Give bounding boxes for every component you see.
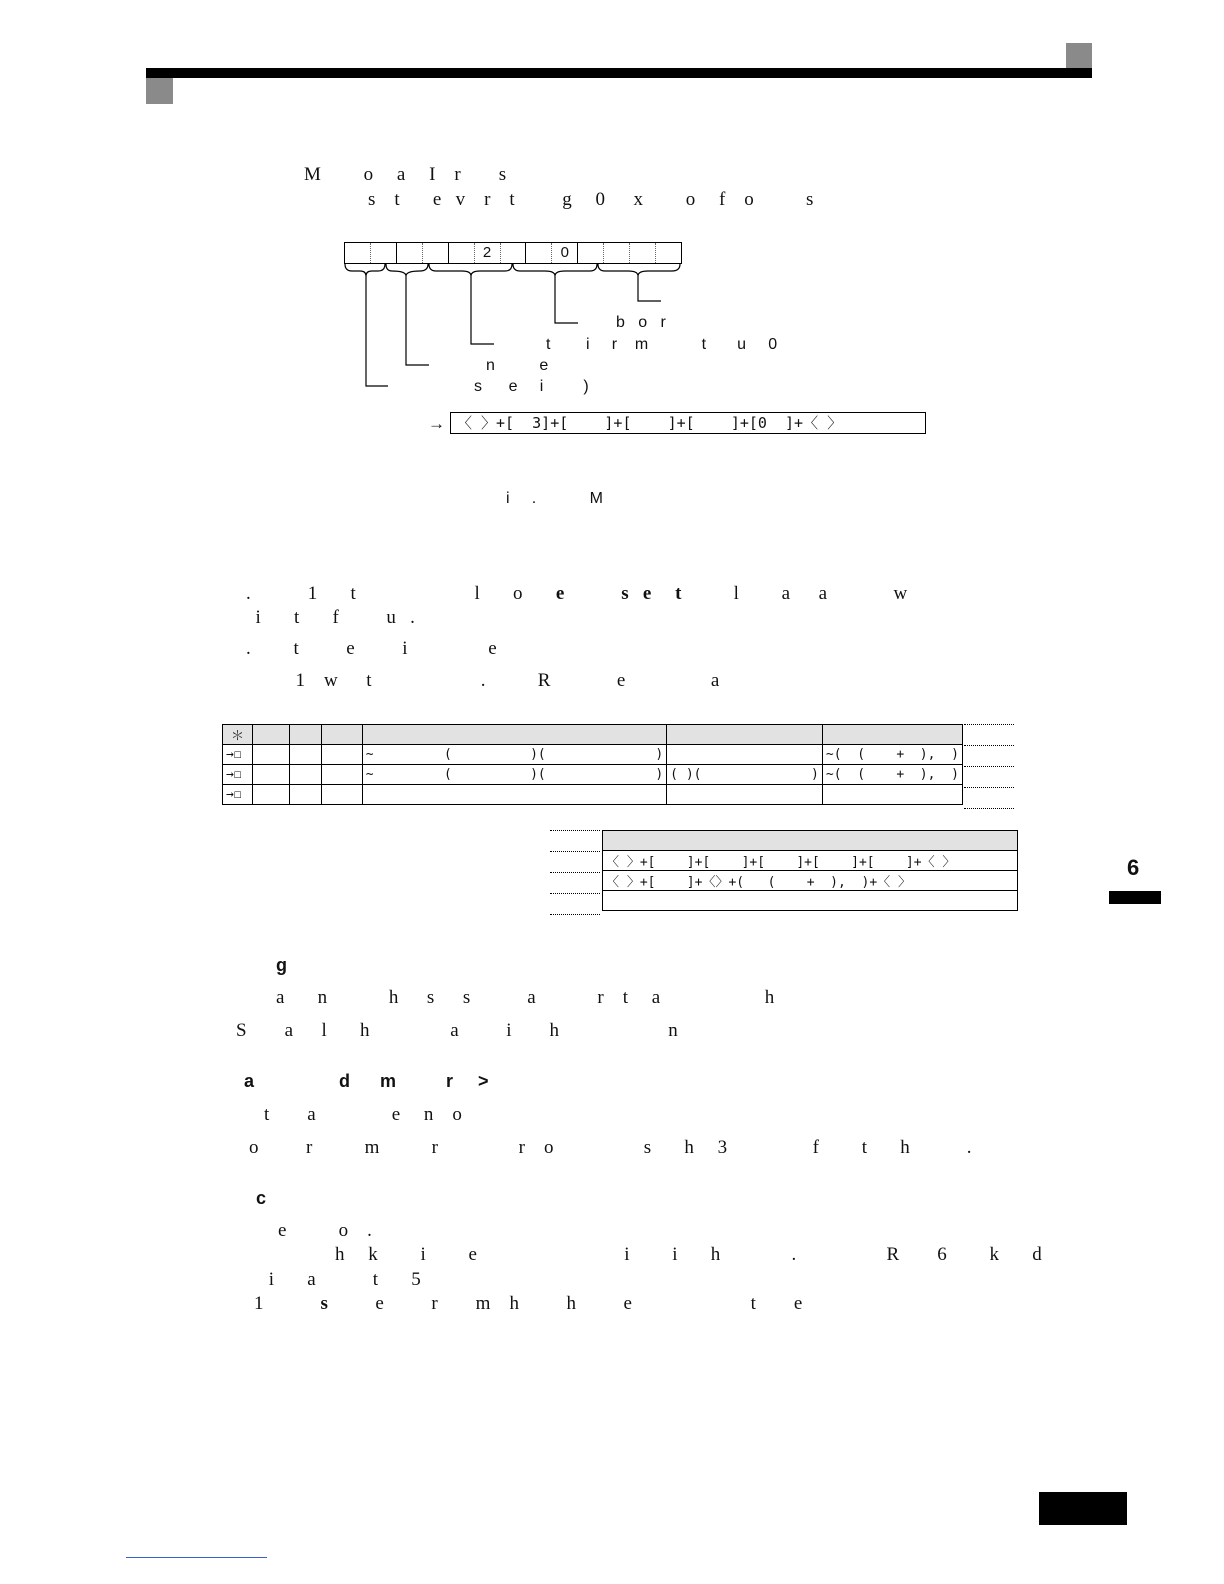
table-header-row bbox=[223, 725, 963, 745]
section-a-line-2: o r m r r o s h 3 f t h . bbox=[249, 1137, 972, 1158]
section-c-line-3: i a t 5 bbox=[264, 1269, 421, 1290]
dotted-extension bbox=[964, 787, 1014, 788]
chapter-tab-bar bbox=[1109, 891, 1161, 904]
table-header-cell bbox=[362, 725, 666, 745]
section-c-line-1: e o . bbox=[278, 1220, 372, 1241]
table-cell bbox=[322, 765, 363, 785]
paragraph-line-1: . 1 t l o e s e t l a a w bbox=[246, 583, 908, 604]
intro-line-1: M o a I r s bbox=[304, 164, 507, 185]
table-cell bbox=[603, 891, 1018, 911]
paragraph-line-3: . t e i e bbox=[246, 638, 497, 659]
table-header-cell bbox=[253, 725, 290, 745]
section-heading-c: c bbox=[256, 1188, 267, 1208]
table-cell bbox=[667, 785, 823, 805]
section-heading-g: g bbox=[276, 955, 287, 975]
section-heading-a: a d m r > bbox=[244, 1071, 489, 1091]
dotted-extension bbox=[550, 830, 600, 831]
table-header-cell: ＊ bbox=[223, 725, 253, 745]
dotted-extension bbox=[964, 745, 1014, 746]
register-cell bbox=[397, 243, 423, 263]
dotted-extension bbox=[550, 893, 600, 894]
parameter-table bbox=[222, 724, 963, 805]
section-a-line-1: t a e n o bbox=[264, 1104, 462, 1125]
register-label-1: t i r m t u 0 bbox=[546, 336, 778, 353]
register-cell bbox=[656, 243, 681, 263]
table-cell: 〈 〉+[ ]+〈〉+( ( + ), )+〈 〉 bbox=[603, 871, 1018, 891]
table-row bbox=[603, 871, 1018, 891]
table-row bbox=[223, 745, 963, 765]
header-rule bbox=[146, 68, 1092, 78]
dotted-extension bbox=[964, 766, 1014, 767]
table-cell bbox=[289, 765, 322, 785]
table-cell bbox=[253, 785, 290, 805]
table-header-cell bbox=[603, 831, 1018, 851]
table-header-cell bbox=[822, 725, 962, 745]
table-cell: →☐ bbox=[223, 745, 253, 765]
paragraph-line-4: 1 w t . R e a bbox=[286, 670, 720, 691]
table-header-cell bbox=[322, 725, 363, 745]
table-cell: →☐ bbox=[223, 785, 253, 805]
table-row bbox=[223, 785, 963, 805]
chapter-number: 6 bbox=[1127, 855, 1140, 880]
table-cell bbox=[253, 745, 290, 765]
table-cell: 〈 〉+[ ]+[ ]+[ ]+[ ]+[ ]+〈 〉 bbox=[603, 851, 1018, 871]
table-cell bbox=[253, 765, 290, 785]
intro-line-2: s t e v r t g 0 x o f o s bbox=[368, 189, 814, 210]
arrow-icon: → bbox=[428, 414, 445, 433]
table-cell: ~ ( )( ) bbox=[362, 745, 666, 765]
table-cell bbox=[822, 785, 962, 805]
table-cell bbox=[362, 785, 666, 805]
register-cell bbox=[449, 243, 475, 263]
register-cell bbox=[526, 243, 552, 263]
command-table bbox=[602, 830, 1018, 911]
register-cell bbox=[630, 243, 656, 263]
register-cell bbox=[423, 243, 449, 263]
register-label-2: n e bbox=[486, 357, 549, 374]
section-c-line-2: h k i e i i h . R 6 k d bbox=[278, 1244, 1042, 1265]
dotted-extension bbox=[550, 851, 600, 852]
register-cell: 0 bbox=[552, 243, 578, 263]
table-cell: ~( ( + ), ) bbox=[822, 745, 962, 765]
table-cell bbox=[322, 745, 363, 765]
table-header-cell bbox=[667, 725, 823, 745]
paragraph-line-2: i t f u . bbox=[246, 607, 415, 628]
table-header-row bbox=[603, 831, 1018, 851]
table-cell: ~ ( )( ) bbox=[362, 765, 666, 785]
register-cell bbox=[371, 243, 397, 263]
register-cell bbox=[578, 243, 604, 263]
table-cell: ~( ( + ), ) bbox=[822, 765, 962, 785]
table-cell bbox=[667, 745, 823, 765]
table-cell bbox=[289, 785, 322, 805]
register-label-3: s e i ) bbox=[474, 378, 589, 395]
table-row bbox=[223, 765, 963, 785]
page-number-box bbox=[1039, 1492, 1127, 1525]
table-cell bbox=[322, 785, 363, 805]
command-string-box: 〈 〉+[ 3]+[ ]+[ ]+[ ]+[0 ]+〈 〉 bbox=[450, 412, 926, 434]
dotted-extension bbox=[964, 724, 1014, 725]
table-cell: ( )( ) bbox=[667, 765, 823, 785]
figure-caption: i . M bbox=[506, 490, 603, 507]
footer-link-underline[interactable] bbox=[126, 1557, 267, 1558]
dotted-extension bbox=[550, 914, 600, 915]
section-g-line-1: a n h s s a r t a h bbox=[276, 987, 775, 1008]
section-c-line-4: 1 s e r m h h e t e bbox=[254, 1293, 803, 1314]
register-cell bbox=[604, 243, 630, 263]
table-row bbox=[603, 891, 1018, 911]
register-cell bbox=[345, 243, 371, 263]
table-cell: →☐ bbox=[223, 765, 253, 785]
register-cell bbox=[501, 243, 527, 263]
table-cell bbox=[289, 745, 322, 765]
table-row bbox=[603, 851, 1018, 871]
section-tab-marker bbox=[146, 78, 173, 104]
register-diagram bbox=[344, 242, 682, 264]
register-cell: 2 bbox=[475, 243, 501, 263]
dotted-extension bbox=[550, 872, 600, 873]
chapter-tab-marker bbox=[1066, 43, 1092, 69]
table-header-cell bbox=[289, 725, 322, 745]
section-g-line-2: S a l h a i h n bbox=[236, 1020, 678, 1041]
dotted-extension bbox=[964, 808, 1014, 809]
register-label-0: b o r bbox=[616, 314, 666, 331]
